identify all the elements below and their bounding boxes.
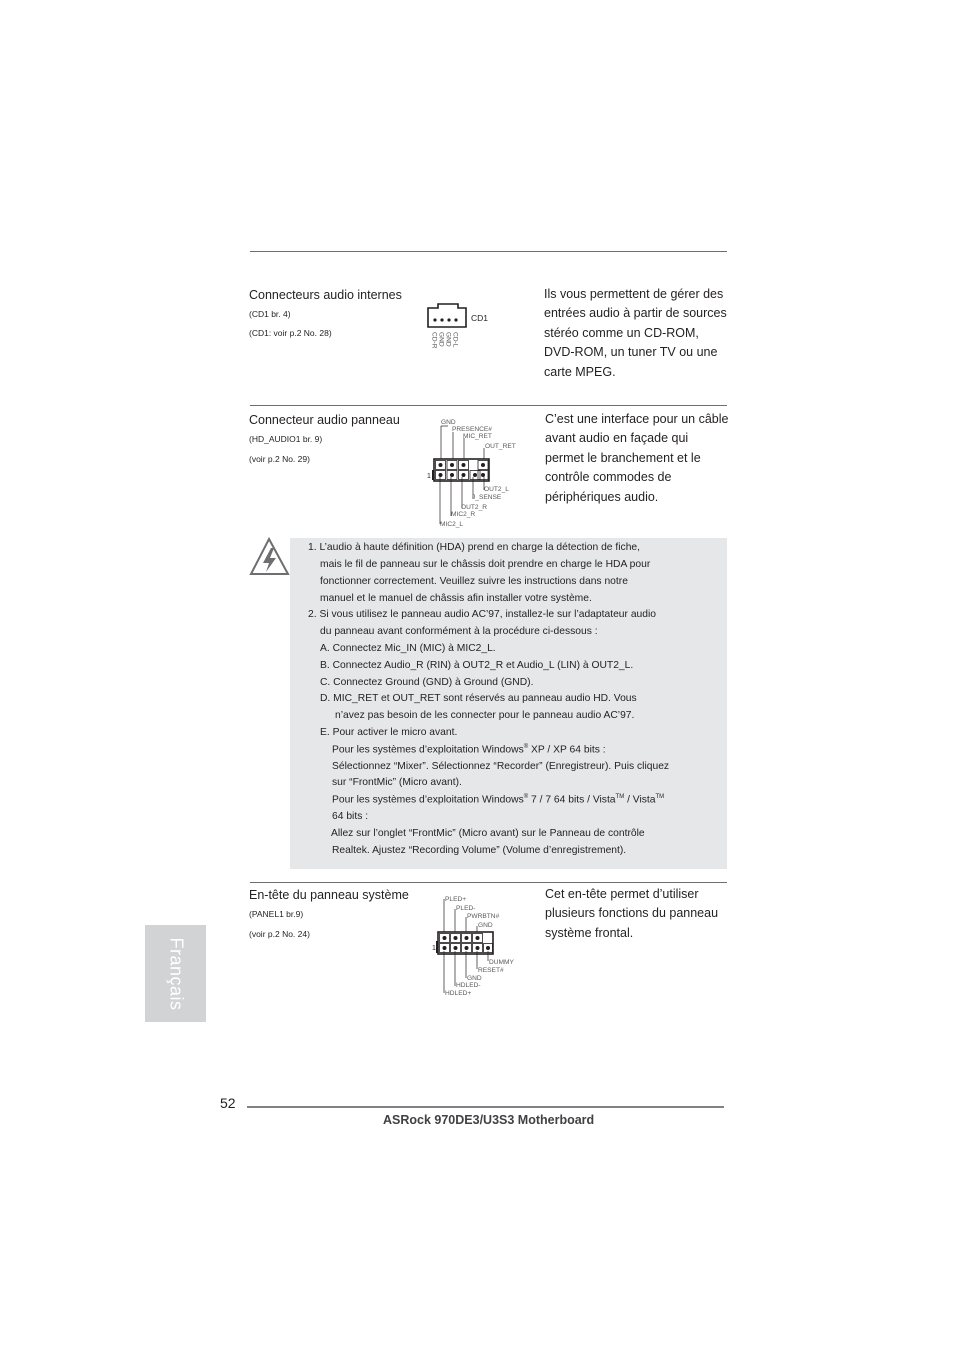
section-description: Cet en-tête permet d’utiliser plusieurs fonctions du panneau système frontal. <box>545 887 719 940</box>
panel-pin-label: GND <box>467 975 482 982</box>
panel-pin-label: PLED+ <box>445 896 467 903</box>
note-line: 2. Si vous utilisez le panneau audio AC’97, installez-le sur l’adaptateur audio <box>308 609 657 620</box>
hd-audio-pin-label: OUT_RET <box>485 443 516 450</box>
panel-pin-label: PWRBTN# <box>467 913 500 920</box>
top-rule <box>250 251 727 252</box>
hd-audio-pin-label: GND <box>441 419 456 426</box>
registered-mark: ® <box>523 744 529 750</box>
hd-audio-pin-label: PRESENCE# <box>452 426 492 433</box>
section-title: En-tête du panneau système <box>249 888 409 902</box>
footer-rule <box>247 1106 724 1108</box>
panel-header-diagram <box>430 893 520 997</box>
section-pin-info: (CD1 br. 4) <box>249 309 291 319</box>
trademark-mark: TM <box>615 794 625 800</box>
section-pin-info: (PANEL1 br.9) <box>249 909 304 919</box>
cd1-label: CD1 <box>471 313 489 323</box>
footer-product-name: ASRock 970DE3/U3S3 Motherboard <box>383 1113 595 1127</box>
section-title: Connecteurs audio internes <box>249 288 402 302</box>
panel-marker: 1 <box>432 945 436 952</box>
section-ref: (voir p.2 No. 24) <box>249 929 310 939</box>
note-line: A. Connectez Mic_IN (MIC) à MIC2_L. <box>320 643 496 654</box>
section-description: C’est une interface pour un câble avant audio en façade qui permet le branchement et le contrôle commodes de périphériques audio. <box>545 412 729 504</box>
section-divider <box>250 882 727 883</box>
note-line: Sélectionnez “Mixer”. Sélectionnez “Recorder” (Enregistreur). Puis cliquez <box>332 761 670 772</box>
section-pin-info: (HD_AUDIO1 br. 9) <box>249 434 323 444</box>
note-line: manuel et le manuel de châssis afin installer votre système. <box>320 593 592 604</box>
note-line: Realtek. Ajustez “Recording Volume” (Volume d’enregistrement). <box>332 845 627 856</box>
note-line: C. Connectez Ground (GND) à Ground (GND). <box>320 677 534 688</box>
page-number: 52 <box>220 1095 236 1111</box>
section-divider <box>250 405 727 406</box>
hd-audio-pin-label: J_SENSE <box>472 494 502 501</box>
panel-pin-label: DUMMY <box>489 959 514 966</box>
panel-pin-label: GND <box>478 922 493 929</box>
language-tab-label: Français <box>166 936 186 1011</box>
note-line <box>332 794 664 805</box>
panel-pin-label: HDLED+ <box>445 990 472 997</box>
hd-audio-pin-label: OUT2_L <box>484 486 509 493</box>
registered-mark: ® <box>523 794 529 800</box>
note-text: 7 / 7 64 bits / Vista <box>528 794 616 806</box>
panel-pin-label: HDLED- <box>456 982 481 989</box>
note-line: 1. L’audio à haute définition (HDA) prend en charge la détection de fiche, <box>308 542 641 553</box>
cd1-pin-label: CD-L <box>451 332 459 348</box>
section-ref: (CD1: voir p.2 No. 28) <box>249 328 332 338</box>
note-line: Allez sur l’onglet “FrontMic” (Micro avant) sur le Panneau de contrôle <box>331 828 645 839</box>
panel-pin-label: PLED- <box>456 905 476 912</box>
note-line <box>332 744 606 755</box>
language-tab <box>145 925 206 1022</box>
cd1-pin-label: GND <box>444 332 452 347</box>
cd1-pin-label: GND <box>437 332 445 347</box>
hd-audio-pin-label: MIC2_R <box>451 511 476 518</box>
section-title: Connecteur audio panneau <box>249 413 400 427</box>
note-line: n’avez pas besoin de les connecter pour le panneau audio AC’97. <box>335 710 635 721</box>
warning-icon <box>249 536 291 578</box>
trademark-mark: TM <box>655 794 665 800</box>
cd1-connector-diagram <box>420 300 500 360</box>
section-ref: (voir p.2 No. 29) <box>249 454 310 464</box>
cd1-pin-label: CD-R <box>430 332 438 349</box>
note-text: XP / XP 64 bits : <box>528 744 606 756</box>
note-line: D. MIC_RET et OUT_RET sont réservés au panneau audio HD. Vous <box>320 693 637 704</box>
hd-audio-pin-label: MIC2_L <box>440 521 464 528</box>
hd-audio-header-diagram <box>420 412 530 532</box>
note-line: fonctionner correctement. Veuillez suivre les instructions dans notre <box>320 576 628 587</box>
note-text: Pour les systèmes d’exploitation Windows <box>332 794 524 806</box>
note-line: E. Pour activer le micro avant. <box>320 727 458 738</box>
note-line: du panneau avant conformément à la procédure ci-dessous : <box>320 626 598 637</box>
note-text: / Vista <box>624 794 656 806</box>
hd-audio-pin-label: OUT2_R <box>461 504 488 511</box>
section-description: Ils vous permettent de gérer des entrées audio à partir de sources stéréo comme un CD-ROM, DVD-ROM, un tuner TV ou une carte MPEG. <box>544 287 727 379</box>
panel-pin-label: RESET# <box>478 967 504 974</box>
note-line: B. Connectez Audio_R (RIN) à OUT2_R et Audio_L (LIN) à OUT2_L. <box>320 660 634 671</box>
note-line: 64 bits : <box>332 811 369 822</box>
hd-audio-marker: 1 <box>427 473 431 480</box>
note-text: Pour les systèmes d’exploitation Windows <box>332 744 524 756</box>
note-box <box>290 538 727 869</box>
hd-audio-pin-label: MIC_RET <box>463 433 492 440</box>
note-line: sur “FrontMic” (Micro avant). <box>332 777 462 788</box>
note-line: mais le fil de panneau sur le châssis doit prendre en charge le HDA pour <box>320 559 651 570</box>
